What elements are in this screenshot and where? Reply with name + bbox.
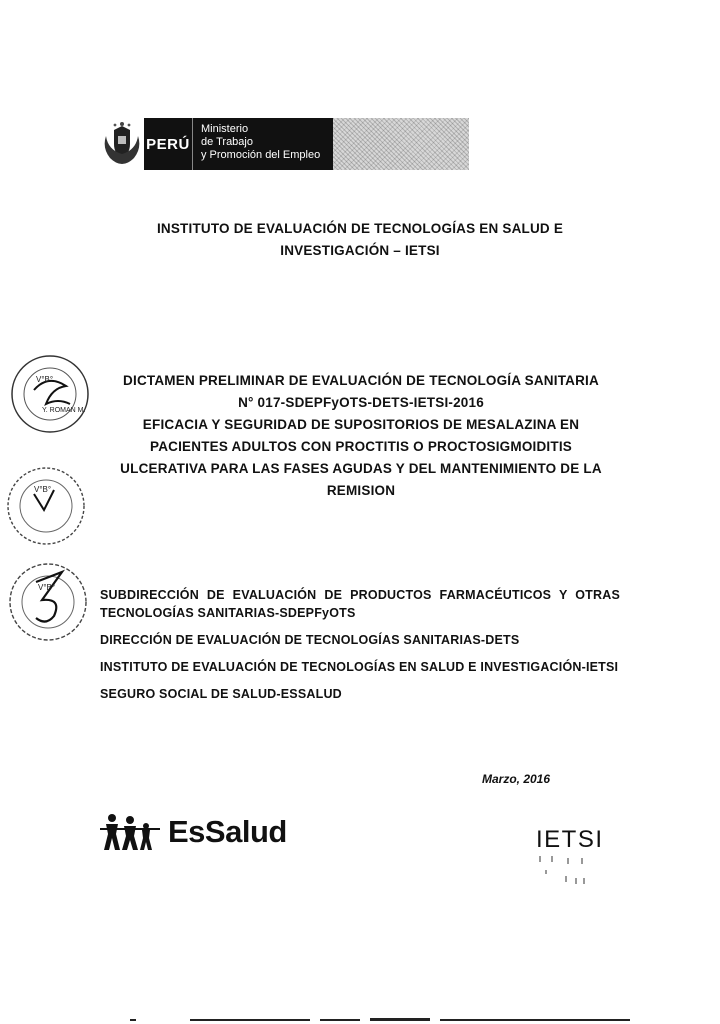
official-seal-icon [8,352,92,441]
ministry-line: y Promoción del Empleo [201,149,321,161]
document-date: Marzo, 2016 [482,772,551,786]
peru-shield-icon [100,118,144,170]
ministry-name [192,118,333,170]
peru-label: PERÚ [144,118,192,170]
essalud-logo [100,812,287,852]
official-seal-icon [4,464,88,553]
stamp-text: Y. ROMAN M. [42,407,86,414]
essalud-people-icon [100,812,164,852]
scan-bottom-line [130,1018,630,1021]
institution-item: DIRECCIÓN DE EVALUACIÓN DE TECNOLOGÍAS SANITARIAS-DETS [100,633,520,647]
dictamen-line: REMISION [326,483,396,498]
dictamen-line: PACIENTES ADULTOS CON PROCTITIS O PROCTOSIGMOIDITIS [150,439,572,454]
stamp-text: V°B° [36,375,54,384]
institution-item: SEGURO SOCIAL DE SALUD-ESSALUD [100,687,342,701]
dictamen-title [96,370,626,502]
ietsi-logo-marks-icon [538,856,598,892]
stamp-text: V°B° [34,485,52,494]
institution-item: INSTITUTO DE EVALUACIÓN DE TECNOLOGÍAS EN SALUD E INVESTIGACIÓN-IETSI [100,660,619,674]
dictamen-line: N° 017-SDEPFyOTS-DETS-IETSI-2016 [238,395,484,410]
institute-title-line: INSTITUTO DE EVALUACIÓN DE TECNOLOGÍAS EN SALUD E [156,221,564,236]
dictamen-line: DICTAMEN PRELIMINAR DE EVALUACIÓN DE TECNOLOGÍA SANITARIA [123,373,599,388]
ministry-line: de Trabajo [201,136,253,148]
ministry-logo [100,118,469,170]
institute-title [100,218,620,262]
institutions-list [100,586,620,712]
official-seal-icon [6,560,90,649]
ietsi-logo-text: IETSI [536,826,604,853]
institute-title-line: INVESTIGACIÓN – IETSI [280,243,440,258]
scan-noise-block [333,118,469,170]
ministry-line: Ministerio [201,123,249,135]
stamp-text: V°B° [38,583,56,592]
dictamen-line: ULCERATIVA PARA LAS FASES AGUDAS Y DEL MANTENIMIENTO DE LA [120,461,602,476]
dictamen-line: EFICACIA Y SEGURIDAD DE SUPOSITORIOS DE MESALAZINA EN [142,417,580,432]
essalud-logo-text: EsSalud [168,814,287,849]
institution-item: SUBDIRECCIÓN DE EVALUACIÓN DE PRODUCTOS FARMACÉUTICOS Y OTRAS TECNOLOGÍAS SANITARIAS-SDEPFyOTS [100,588,620,620]
